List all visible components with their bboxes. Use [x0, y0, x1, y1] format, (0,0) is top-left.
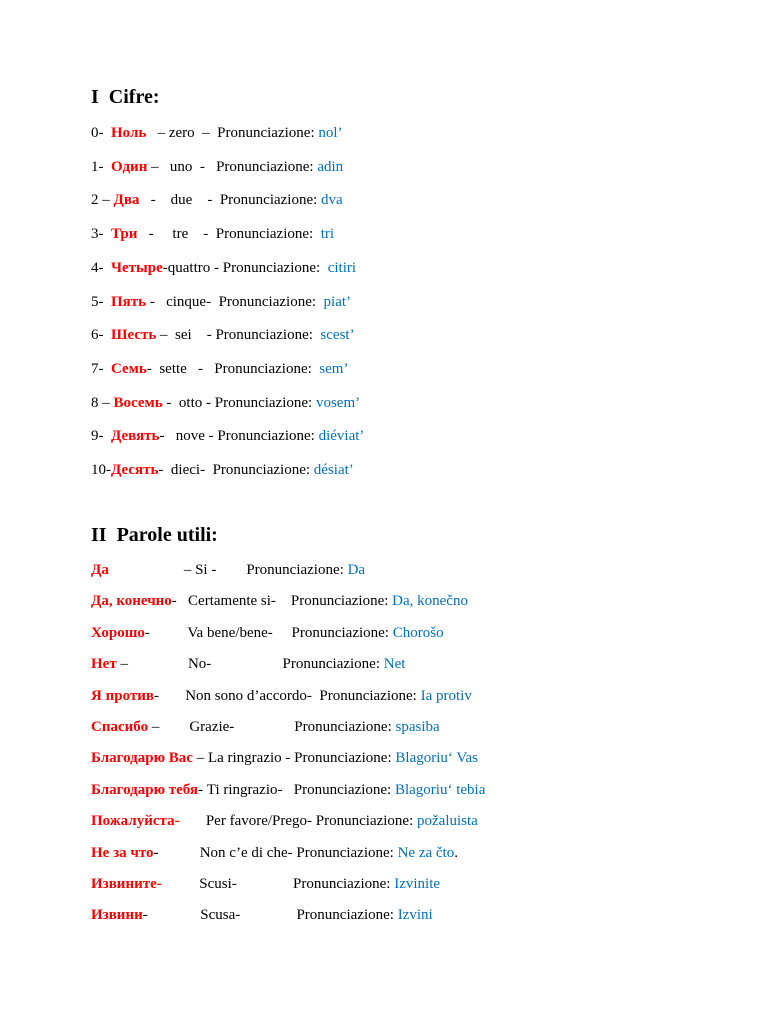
pronunciation: Izvinite [394, 876, 441, 892]
pronunciation: vosem’ [315, 394, 361, 411]
russian-word: Благодарю Вас [91, 750, 193, 767]
word-row [91, 718, 440, 736]
text-segment: - nove - Pronunciazione: [159, 428, 319, 445]
text-segment: . [454, 844, 458, 861]
pronunciation: Ne za čto [397, 844, 455, 861]
number-row [91, 427, 364, 445]
text-segment: - Non sono d’accordo- Pronunciazione: [153, 687, 421, 704]
text-segment: – Grazie- Pronunciazione: [148, 719, 396, 735]
word-row [91, 781, 485, 799]
number-row [91, 326, 355, 344]
text-segment: – La ringrazio - Pronunciazione: [192, 750, 396, 767]
word-row [91, 687, 472, 705]
number-row [91, 191, 343, 209]
text-segment: - Certamente si- Pronunciazione: [171, 593, 393, 610]
word-row [91, 655, 405, 673]
russian-word: Шесть [111, 327, 157, 344]
number-row [91, 225, 334, 243]
russian-word: Спасибо [91, 719, 149, 735]
word-row [91, 749, 478, 767]
text-segment: – uno - Pronunciazione: [147, 158, 318, 175]
word-row [91, 624, 444, 642]
word-row [91, 906, 433, 924]
text-segment: 0- [91, 125, 111, 141]
pronunciation: Da, konečno [392, 593, 468, 610]
text-segment: - cinque- Pronunciazione: [146, 293, 324, 310]
text-segment: 8 – [91, 394, 114, 411]
pronunciation: sem’ [319, 360, 349, 377]
text-segment: - tre - Pronunciazione: [137, 226, 321, 243]
russian-word: Я против [91, 687, 154, 704]
pronunciation: Da [347, 562, 366, 578]
number-row [91, 158, 343, 176]
text-segment: 4- [91, 259, 111, 276]
russian-word: Семь [111, 360, 147, 377]
text-segment: 2 – [91, 192, 114, 209]
pronunciation: scest’ [320, 327, 355, 344]
text-segment: - due - Pronunciazione: [139, 192, 322, 209]
text-segment: – Si - Pronunciazione: [108, 562, 348, 578]
text-segment: 7- [91, 360, 111, 377]
text-segment: – zero – Pronunciazione: [146, 125, 319, 141]
pronunciation: dva [321, 192, 343, 209]
russian-word: Да [91, 562, 109, 578]
number-row [91, 360, 348, 378]
pronunciation: Blagoriu‘ Vas [395, 750, 479, 767]
russian-word: Ноль [111, 125, 147, 141]
pronunciation: piat’ [323, 293, 352, 310]
number-row [91, 394, 360, 412]
number-row [91, 259, 356, 277]
word-row [91, 844, 458, 862]
text-segment: Per favore/Prego- Pronunciazione: [179, 813, 418, 830]
russian-word: Хорошо [91, 624, 145, 641]
text-segment: - Non c’e di che- Pronunciazione: [153, 844, 398, 861]
pronunciation: nol’ [318, 125, 343, 141]
russian-word: Один [111, 158, 148, 175]
word-row [91, 812, 478, 830]
russian-word: Девять [111, 428, 160, 445]
text-segment: 10- [91, 462, 111, 478]
pronunciation: Ia protiv [420, 687, 472, 704]
text-segment: - Scusa- Pronunciazione: [142, 907, 398, 924]
russian-word: Благодарю тебя [91, 781, 199, 798]
text-segment: – No- Pronunciazione: [116, 656, 384, 673]
text-segment: – sei - Pronunciazione: [156, 327, 321, 344]
text-segment: 6- [91, 327, 111, 344]
russian-word: Четыре [111, 259, 163, 276]
russian-word: Нет [91, 656, 117, 673]
russian-word: Три [111, 226, 138, 243]
section-1-heading: I Cifre: [91, 86, 160, 108]
russian-word: Извините- [91, 876, 162, 892]
pronunciation: Net [383, 656, 406, 673]
russian-word: Извини [91, 907, 143, 924]
pronunciation: tri [320, 226, 335, 243]
text-segment: - Va bene/bene- Pronunciazione: [144, 624, 393, 641]
word-row [91, 561, 365, 579]
russian-word: Два [113, 192, 140, 209]
pronunciation: désiat’ [313, 462, 354, 478]
text-segment: -quattro - Pronunciazione: [162, 259, 328, 276]
pronunciation: adin [317, 158, 344, 175]
russian-word: Пять [111, 293, 147, 310]
pronunciation: spasiba [395, 719, 440, 735]
pronunciation: diéviat’ [318, 428, 365, 445]
text-segment: - sette - Pronunciazione: [146, 360, 320, 377]
pronunciation: citiri [327, 259, 357, 276]
pronunciation: Izvini [397, 907, 433, 924]
text-segment: 9- [91, 428, 111, 445]
text-segment: 3- [91, 226, 111, 243]
text-segment: 5- [91, 293, 111, 310]
section-2-heading: II Parole utili: [91, 524, 218, 546]
russian-word: Десять [111, 462, 159, 478]
number-row [91, 293, 351, 311]
pronunciation: požaluista [417, 813, 478, 830]
pronunciation: Blagoriu‘ tebia [394, 781, 486, 798]
russian-word: Да, конечно [91, 593, 172, 610]
text-segment: - Ti ringrazio- Pronunciazione: [198, 781, 395, 798]
text-segment: Scusi- Pronunciazione: [161, 876, 395, 892]
number-row [91, 124, 343, 142]
word-row [91, 875, 440, 893]
text-segment: - otto - Pronunciazione: [162, 394, 316, 411]
text-segment: - dieci- Pronunciazione: [158, 462, 314, 478]
russian-word: Не за что [91, 844, 154, 861]
russian-word: Восемь [113, 394, 163, 411]
text-segment: 1- [91, 158, 111, 175]
number-row [91, 461, 354, 479]
pronunciation: Chorošo [392, 624, 444, 641]
russian-word: Пожалуйста- [91, 813, 180, 830]
word-row [91, 592, 468, 610]
